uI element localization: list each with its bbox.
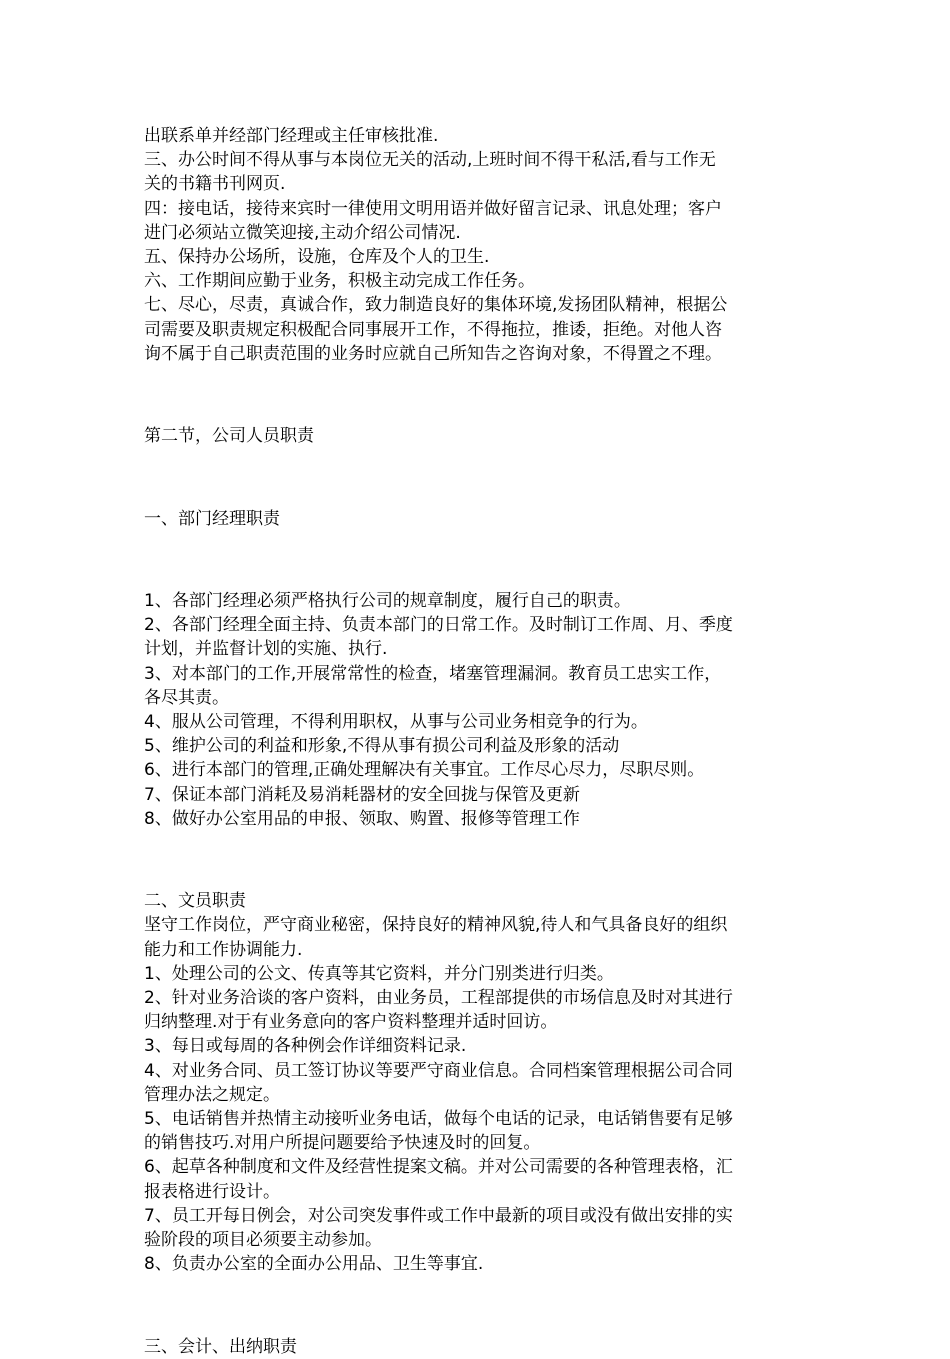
text-line: 一、部门经理职责	[144, 508, 280, 529]
text-line: 验阶段的项目必须要主动参加。	[144, 1230, 382, 1251]
blank-line	[144, 383, 808, 407]
text-line: 司需要及职责规定积极配合同事展开工作，不得拖拉，推诿，拒绝。对他人咨	[144, 319, 722, 340]
blank-line	[144, 548, 808, 572]
text-line: 归纳整理.对于有业务意向的客户资料整理并适时回访。	[144, 1012, 558, 1033]
text-line: 五、保持办公场所，设施，仓库及个人的卫生.	[144, 247, 490, 268]
text-line: 2、针对业务洽谈的客户资料，由业务员，工程部提供的市场信息及时对其进行	[144, 988, 733, 1009]
text-line: 8、负责办公室的全面办公用品、卫生等事宜.	[144, 1254, 484, 1275]
text-line: 1、处理公司的公文、传真等其它资料，并分门别类进行归类。	[144, 963, 614, 984]
text-line: 第二节，公司人员职责	[144, 426, 314, 447]
document-page	[144, 124, 808, 1359]
text-line: 6、起草各种制度和文件及经营性提案文稿。并对公司需要的各种管理表格，汇	[144, 1157, 733, 1178]
text-line: 报表格进行设计。	[144, 1181, 280, 1202]
text-line: 4、对业务合同、员工签订协议等要严守商业信息。合同档案管理根据公司合同	[144, 1060, 733, 1081]
blank-line	[144, 465, 808, 489]
text-line: 三、办公时间不得从事与本岗位无关的活动,上班时间不得干私活,看与工作无	[144, 150, 716, 171]
blank-line	[144, 848, 808, 872]
text-line: 能力和工作协调能力.	[144, 939, 303, 960]
text-line: 六、工作期间应勤于业务，积极主动完成工作任务。	[144, 271, 535, 292]
text-line: 1、各部门经理必须严格执行公司的规章制度，履行自己的职责。	[144, 591, 631, 611]
text-line: 各尽其责。	[144, 687, 229, 708]
text-line: 的销售技巧.对用户所提问题要给予快速及时的回复。	[144, 1133, 541, 1154]
text-line: 3、每日或每周的各种例会作详细资料记录.	[144, 1036, 467, 1057]
text-line: 三、会计、出纳职责	[144, 1336, 297, 1357]
text-line: 3、对本部门的工作,开展常常性的检查，堵塞管理漏洞。教育员工忠实工作，	[144, 663, 722, 684]
text-line: 七、尽心，尽责，真诚合作，致力制造良好的集体环境,发扬团队精神，根据公	[144, 295, 728, 316]
text-line: 5、维护公司的利益和形象,不得从事有损公司利益及形象的活动	[144, 736, 620, 757]
text-line: 8、做好办公室用品的申报、领取、购置、报修等管理工作	[144, 808, 580, 829]
text-line: 关的书籍书刊网页.	[144, 174, 286, 195]
text-line: 5、电话销售并热情主动接听业务电话，做每个电话的记录，电话销售要有足够	[144, 1109, 733, 1130]
text-line: 坚守工作岗位，严守商业秘密，保持良好的精神风貌,待人和气具备良好的组织	[144, 915, 728, 936]
text-line: 计划，并监督计划的实施、执行.	[144, 639, 388, 660]
text-line: 二、文员职责	[144, 891, 246, 912]
text-line: 询不属于自己职责范围的业务时应就自己所知告之咨询对象，不得置之不理。	[144, 343, 722, 364]
text-line: 出联系单并经部门经理或主任审核批准.	[144, 126, 439, 146]
text-line: 管理办法之规定。	[144, 1084, 280, 1105]
text-line: 7、员工开每日例会，对公司突发事件或工作中最新的项目或没有做出安排的实	[144, 1205, 733, 1226]
text-line: 2、各部门经理全面主持、负责本部门的日常工作。及时制订工作周、月、季度	[144, 615, 733, 636]
text-line: 6、进行本部门的管理,正确处理解决有关事宜。工作尽心尽力，尽职尽则。	[144, 760, 705, 781]
text-line: 进门必须站立微笑迎接,主动介绍公司情况.	[144, 222, 461, 243]
text-line: 四：接电话，接待来宾时一律使用文明用语并做好留言记录、讯息处理；客户	[144, 198, 722, 219]
blank-line	[144, 1293, 808, 1317]
text-line: 7、保证本部门消耗及易消耗器材的安全回拢与保管及更新	[144, 784, 580, 805]
text-line: 4、服从公司管理，不得利用职权，从事与公司业务相竞争的行为。	[144, 712, 648, 733]
